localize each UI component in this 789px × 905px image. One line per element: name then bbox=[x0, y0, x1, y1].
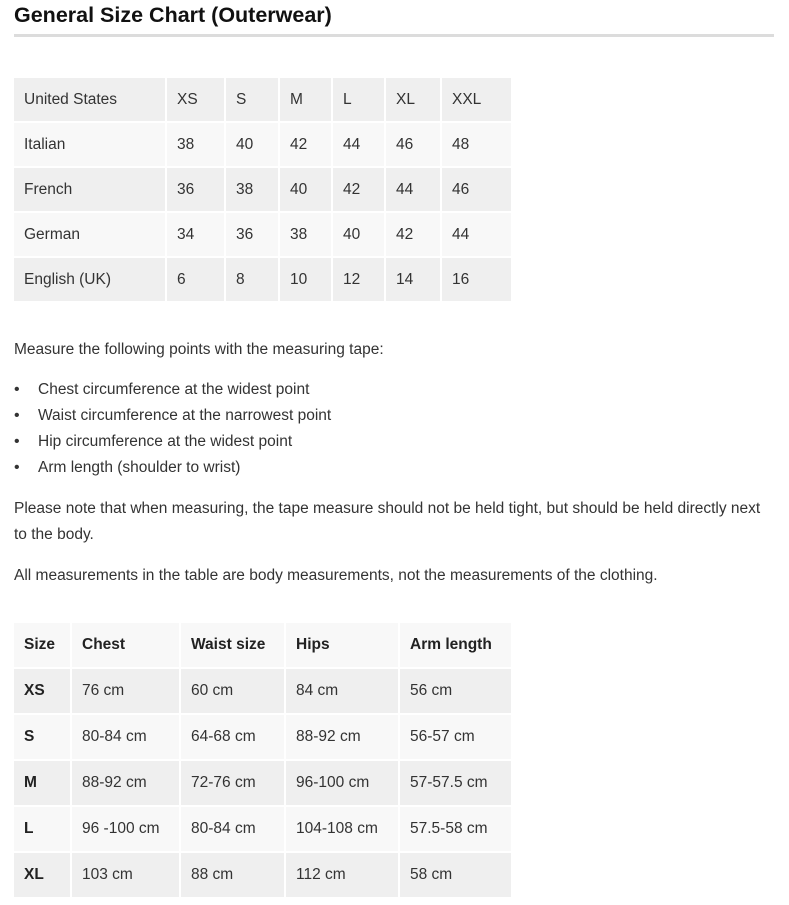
table-cell: L bbox=[333, 78, 384, 121]
bullet-icon: • bbox=[14, 381, 20, 398]
table-row bbox=[14, 807, 511, 851]
table-cell: 10 bbox=[280, 258, 331, 301]
list-item-text: Chest circumference at the widest point bbox=[38, 381, 310, 398]
table-cell: 40 bbox=[280, 168, 331, 211]
arm-length-cell: 56 cm bbox=[400, 669, 511, 713]
arm-length-cell: 56-57 cm bbox=[400, 715, 511, 759]
size-cell: XL bbox=[14, 853, 70, 897]
hips-cell: 104-108 cm bbox=[286, 807, 398, 851]
body-measurements-table bbox=[12, 621, 513, 899]
arm-length-cell: 58 cm bbox=[400, 853, 511, 897]
size-cell: M bbox=[14, 761, 70, 805]
table-row bbox=[14, 853, 511, 897]
table-cell: S bbox=[226, 78, 278, 121]
arm-length-cell: 57-57.5 cm bbox=[400, 761, 511, 805]
table-row bbox=[14, 123, 511, 166]
row-label: German bbox=[14, 213, 165, 256]
table-row bbox=[14, 78, 511, 121]
table-cell: 36 bbox=[167, 168, 224, 211]
list-item bbox=[14, 377, 776, 403]
chest-cell: 76 cm bbox=[72, 669, 179, 713]
column-header-hips: Hips bbox=[286, 623, 398, 667]
hips-cell: 96-100 cm bbox=[286, 761, 398, 805]
table-row bbox=[14, 168, 511, 211]
table-cell: 16 bbox=[442, 258, 511, 301]
table-row bbox=[14, 669, 511, 713]
table-cell: 36 bbox=[226, 213, 278, 256]
list-item bbox=[14, 455, 776, 481]
table-row bbox=[14, 213, 511, 256]
table-cell: 44 bbox=[442, 213, 511, 256]
waist-cell: 60 cm bbox=[181, 669, 284, 713]
table-header-row bbox=[14, 623, 511, 667]
table-cell: 46 bbox=[442, 168, 511, 211]
table-cell: 44 bbox=[386, 168, 440, 211]
table-row bbox=[14, 258, 511, 301]
row-label: English (UK) bbox=[14, 258, 165, 301]
chest-cell: 103 cm bbox=[72, 853, 179, 897]
column-header-chest: Chest bbox=[72, 623, 179, 667]
column-header-waist: Waist size bbox=[181, 623, 284, 667]
waist-cell: 88 cm bbox=[181, 853, 284, 897]
page-title: General Size Chart (Outerwear) bbox=[14, 3, 332, 27]
table-cell: 8 bbox=[226, 258, 278, 301]
hips-cell: 84 cm bbox=[286, 669, 398, 713]
table-cell: 34 bbox=[167, 213, 224, 256]
table-row bbox=[14, 715, 511, 759]
arm-length-cell: 57.5-58 cm bbox=[400, 807, 511, 851]
column-header-size: Size bbox=[14, 623, 70, 667]
chest-cell: 88-92 cm bbox=[72, 761, 179, 805]
size-chart-page bbox=[14, 0, 776, 899]
list-item-text: Arm length (shoulder to wrist) bbox=[38, 459, 241, 476]
bullet-icon: • bbox=[14, 459, 20, 476]
table-cell: 38 bbox=[226, 168, 278, 211]
table-cell: XXL bbox=[442, 78, 511, 121]
measurement-points-list bbox=[14, 377, 776, 481]
size-conversion-table bbox=[12, 76, 513, 303]
row-label: Italian bbox=[14, 123, 165, 166]
table-cell: XS bbox=[167, 78, 224, 121]
table-cell: 42 bbox=[333, 168, 384, 211]
table-row bbox=[14, 761, 511, 805]
list-item bbox=[14, 429, 776, 455]
hips-cell: 112 cm bbox=[286, 853, 398, 897]
row-label: French bbox=[14, 168, 165, 211]
chest-cell: 80-84 cm bbox=[72, 715, 179, 759]
body-measurements-note: All measurements in the table are body measurements, not the measurements of the clothing. bbox=[14, 567, 658, 584]
table-cell: 48 bbox=[442, 123, 511, 166]
table-cell: 44 bbox=[333, 123, 384, 166]
size-cell: L bbox=[14, 807, 70, 851]
list-item-text: Hip circumference at the widest point bbox=[38, 433, 293, 450]
table-cell: XL bbox=[386, 78, 440, 121]
waist-cell: 80-84 cm bbox=[181, 807, 284, 851]
table-cell: 38 bbox=[167, 123, 224, 166]
table-cell: 38 bbox=[280, 213, 331, 256]
table-cell: 40 bbox=[333, 213, 384, 256]
table-cell: 42 bbox=[280, 123, 331, 166]
bullet-icon: • bbox=[14, 407, 20, 424]
size-cell: S bbox=[14, 715, 70, 759]
waist-cell: 72-76 cm bbox=[181, 761, 284, 805]
hips-cell: 88-92 cm bbox=[286, 715, 398, 759]
row-label: United States bbox=[14, 78, 165, 121]
table-cell: 46 bbox=[386, 123, 440, 166]
tape-note-text: Please note that when measuring, the tape measure should not be held tight, but should be held directly next to the body. bbox=[14, 500, 761, 543]
table-cell: 14 bbox=[386, 258, 440, 301]
list-item bbox=[14, 403, 776, 429]
table-cell: 40 bbox=[226, 123, 278, 166]
bullet-icon: • bbox=[14, 433, 20, 450]
measure-intro-text: Measure the following points with the measuring tape: bbox=[14, 341, 384, 358]
table-cell: M bbox=[280, 78, 331, 121]
list-item-text: Waist circumference at the narrowest point bbox=[38, 407, 332, 424]
chest-cell: 96 -100 cm bbox=[72, 807, 179, 851]
waist-cell: 64-68 cm bbox=[181, 715, 284, 759]
table-cell: 12 bbox=[333, 258, 384, 301]
table-cell: 6 bbox=[167, 258, 224, 301]
size-cell: XS bbox=[14, 669, 70, 713]
table-cell: 42 bbox=[386, 213, 440, 256]
column-header-arm-length: Arm length bbox=[400, 623, 511, 667]
title-divider bbox=[14, 34, 774, 37]
